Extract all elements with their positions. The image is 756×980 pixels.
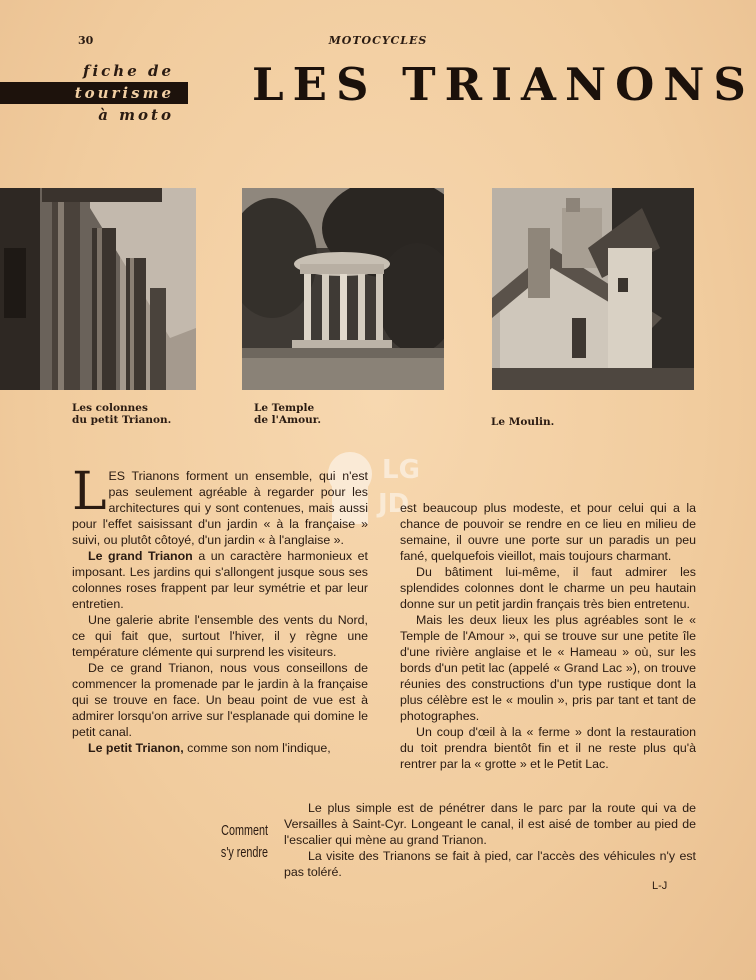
svg-text:LG: LG: [382, 455, 420, 485]
paragraph-batiment: Du bâtiment lui-même, il faut admirer les splendides colonnes dont le charme un peu hautain donne sur un petit jardin français très bien entretenu.: [400, 565, 696, 611]
article-column-left: [72, 462, 368, 756]
paragraph-lieux: Mais les deux lieux les plus agréables sont le « Temple de l'Amour », qui se trouve sur une petite île d'une rivière anglaise et le « Hameau » où, sur les bords d'un petit lac (appelé « Grand Lac »), on trouve réunies des constructions d'un type rustique dont la plus célèbre est le « moulin », pris par tant et tant de photographes.: [400, 613, 696, 723]
caption-line: Les colonnes: [72, 402, 148, 414]
svg-text:JD: JD: [378, 489, 410, 519]
author-signature: L-J: [652, 880, 668, 892]
article-column-right: [400, 500, 696, 772]
howto-paragraph: La visite des Trianons se fait à pied, car l'accès des véhicules n'y est pas toléré.: [284, 849, 696, 879]
paragraph-lead: Le grand Trianon: [88, 549, 193, 563]
howto-label: [216, 820, 268, 864]
caption-temple: [254, 402, 321, 426]
paragraph-petit-trianon: [72, 740, 368, 756]
caption-moulin: [491, 416, 554, 428]
kicker-line-3: à moto: [98, 106, 174, 124]
howto-text: [284, 800, 696, 880]
caption-line: Le Moulin.: [491, 416, 555, 428]
paragraph-galerie: Une galerie abrite l'ensemble des vents du Nord, ce qui fait que, surtout l'hiver, il y règne une température clémente qui surprend les visiteurs.: [72, 613, 368, 659]
photo-moulin: [492, 188, 694, 390]
photo-colonnes: [0, 188, 196, 390]
article-title: LES TRIANONS: [252, 58, 755, 111]
paragraph-grand-trianon: [72, 548, 368, 612]
magazine-name: MOTOCYCLES: [328, 34, 428, 47]
caption-colonnes: [72, 402, 171, 426]
kicker-line-1: fiche de: [83, 62, 174, 80]
caption-line: du petit Trianon.: [72, 414, 172, 426]
paragraph-intro: [72, 462, 368, 548]
caption-line: de l'Amour.: [254, 414, 321, 426]
kicker-line-2: tourisme: [0, 82, 188, 104]
paragraph-text: ES Trianons forment un ensemble, qui n'est pas seulement agréable à regarder pour les architectures qui y sont contenues, mais aussi pour l'effet saisissant d'un jardin « à la française » suivi, ou plutôt côtoyé, d'un jardin « à l'anglaise ».: [72, 469, 368, 547]
howto-label-line: Comment: [221, 822, 268, 839]
paragraph-text: a un caractère harmonieux et imposant. Les jardins qui s'allongent jusque sous ses colonnes roses frappent par leur symétrie et par leur entretien.: [72, 549, 368, 611]
howto-paragraph: Le plus simple est de pénétrer dans le parc par la route qui va de Versailles à Saint-Cyr. Longeant le canal, il est aisé de tomber au pied de l'escalier qui mène au grand Trianon.: [284, 801, 696, 847]
paragraph-promenade: De ce grand Trianon, nous vous conseillons de commencer la promenade par le jardin à la française qui se trouve en face. Un beau point de vue est à admirer lorsqu'on arrive sur l'esplanade qui domine le petit canal.: [72, 661, 368, 739]
paragraph-continuation: est beaucoup plus modeste, et pour celui qui a la chance de pouvoir se rendre en ce lieu en milieu de semaine, il ouvre une porte sur un paradis un peu fané, quelquefois vieillot, mais toujours charmant.: [400, 501, 696, 563]
paragraph-lead: Le petit Trianon,: [88, 741, 184, 755]
paragraph-ferme: Un coup d'œil à la « ferme » dont la restauration du toit prendra bientôt fin et il ne reste plus qu'à rentrer par la « grotte » et le Petit Lac.: [400, 725, 696, 771]
photo-temple-amour: [242, 188, 444, 390]
page-number: 30: [78, 34, 94, 47]
drop-cap: L: [72, 462, 107, 522]
caption-line: Le Temple: [254, 402, 315, 414]
howto-label-line: s'y rendre: [220, 844, 268, 861]
paragraph-text: comme son nom l'indique,: [183, 741, 331, 755]
section-kicker: [0, 60, 188, 126]
